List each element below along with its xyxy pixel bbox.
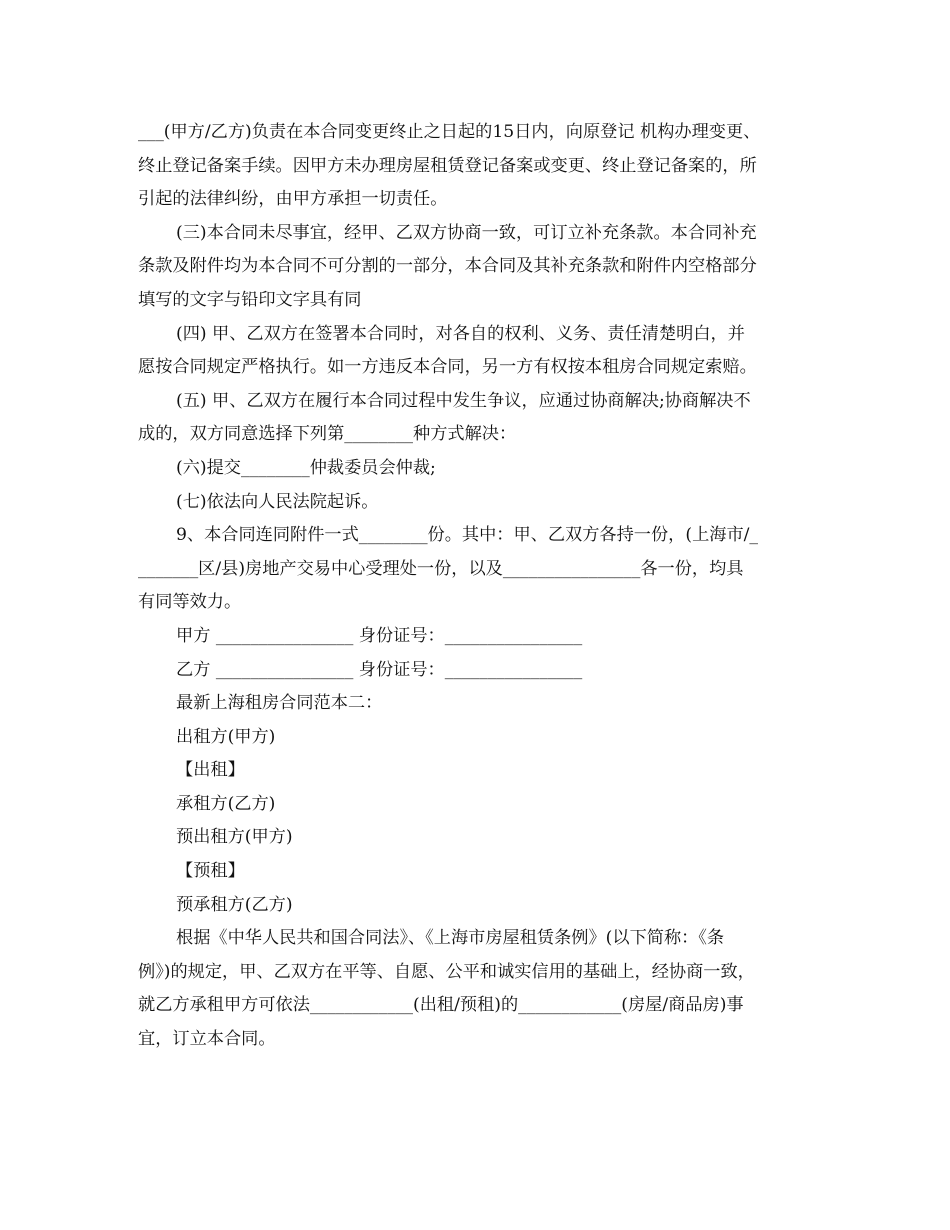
text-line: 最新上海租房合同范本二： — [176, 693, 383, 714]
text-line: 预承租方(乙方) — [176, 894, 293, 915]
text-line: 引起的法律纠纷，由甲方承担一切责任。 — [138, 189, 448, 210]
text-line: 出租方(甲方) — [176, 726, 276, 747]
text-line: 填写的文字与铅印文字具有同 — [138, 289, 362, 310]
text-line: 甲方 ________________ 身份证号：________________ — [176, 625, 583, 646]
text-line: 承租方(乙方) — [176, 793, 276, 814]
text-line: 成的，双方同意选择下列第________种方式解决： — [138, 424, 517, 445]
text-line: 就乙方承租甲方可依法____________(出租/预租)的____________(房屋/商品房)事 — [138, 995, 744, 1016]
text-line: 例》)的规定，甲、乙双方在平等、自愿、公平和诚实信用的基础上，经协商一致， — [138, 961, 755, 982]
text-line: 根据《中华人民共和国合同法》、《上海市房屋租赁条例》(以下简称：《条 — [176, 928, 725, 949]
text-line: 预出租方(甲方) — [176, 827, 293, 848]
text-line: 条款及附件均为本合同不可分割的一部分，本合同及其补充条款和附件内空格部分 — [138, 256, 757, 277]
text-line: _______区/县)房地产交易中心受理处一份，以及________________各一份，均具 — [138, 558, 744, 579]
text-line: 愿按合同规定严格执行。如一方违反本合同，另一方有权按本租房合同规定索赔。 — [138, 357, 757, 378]
text-line: 有同等效力。 — [138, 592, 242, 613]
document-body — [138, 116, 814, 1057]
text-line: 终止登记备案手续。因甲方未办理房屋租赁登记备案或变更、终止登记备案的，所 — [138, 155, 757, 176]
text-line: (五) 甲、乙双方在履行本合同过程中发生争议，应通过协商解决;协商解决不 — [176, 390, 751, 411]
text-line: 【预租】 — [176, 861, 245, 882]
text-line: 9、本合同连同附件一式________份。其中：甲、乙双方各持一份，(上海市/_ — [176, 525, 759, 546]
text-line: (六)提交________仲裁委员会仲裁; — [176, 457, 436, 478]
text-line: ___(甲方/乙方)负责在本合同变更终止之日起的15日内，向原登记 机构办理变更、 — [138, 122, 761, 142]
text-line: (三)本合同未尽事宜，经甲、乙双方协商一致，可订立补充条款。本合同补充 — [176, 222, 757, 243]
text-line: (四) 甲、乙双方在签署本合同时，对各自的权利、义务、责任清楚明白，并 — [176, 323, 745, 344]
text-line: 乙方 ________________ 身份证号：________________ — [176, 659, 583, 680]
text-line: (七)依法向人民法院起诉。 — [176, 491, 379, 512]
text-line: 宜，订立本合同。 — [138, 1029, 276, 1050]
text-line: 【出租】 — [176, 760, 245, 781]
